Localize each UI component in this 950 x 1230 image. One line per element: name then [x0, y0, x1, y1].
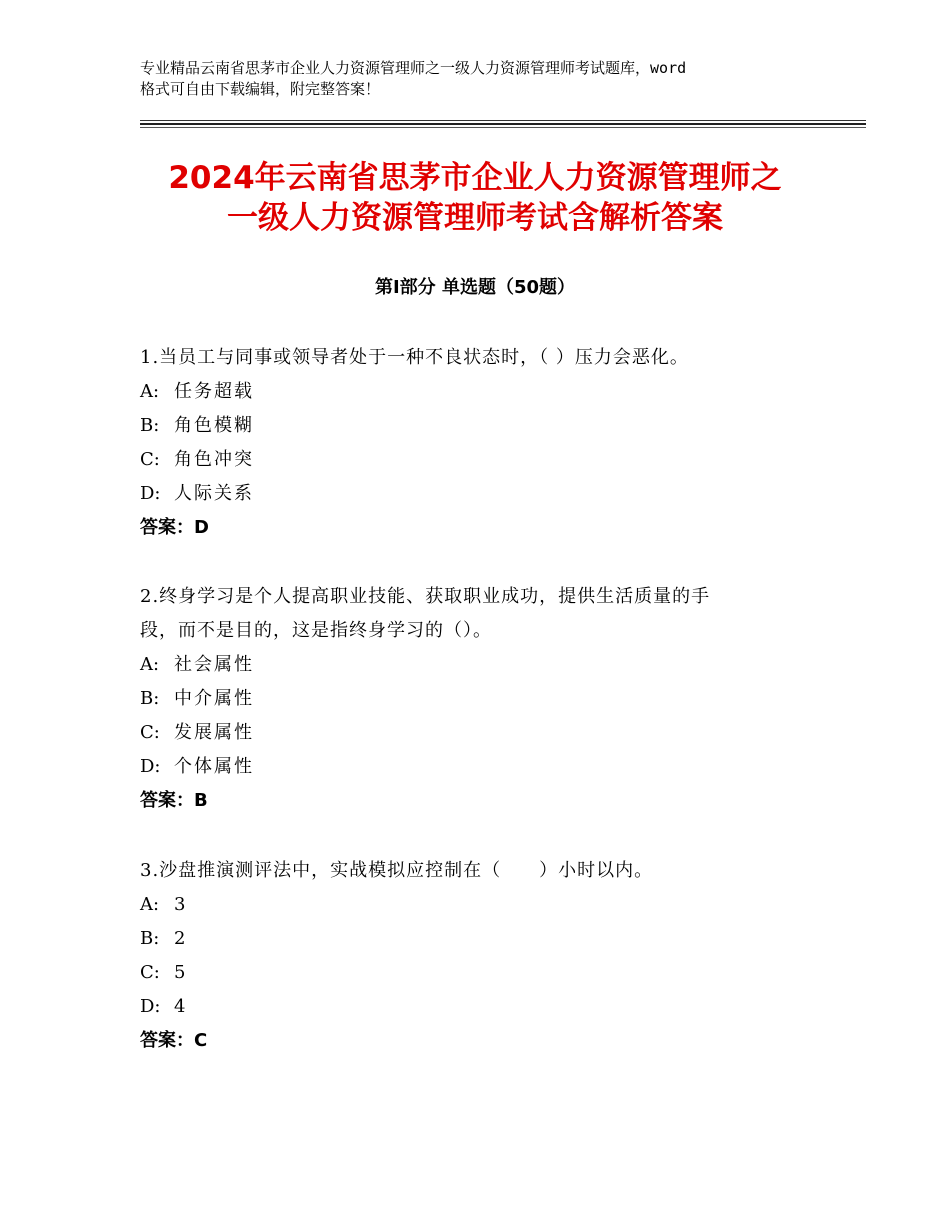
question-stem: [140, 580, 840, 648]
question-stem: [140, 854, 840, 888]
option-letter: D:: [140, 756, 161, 777]
option-letter: B:: [140, 928, 160, 949]
option-d: [140, 477, 840, 511]
option-letter: A:: [140, 894, 160, 915]
option-letter: B:: [140, 688, 160, 709]
option-text: 2: [174, 928, 188, 949]
option-letter: D:: [140, 483, 161, 504]
question-2: [140, 580, 840, 818]
answer-label: 答案：B: [140, 790, 208, 811]
option-a: [140, 888, 840, 922]
option-text: 社会属性: [174, 654, 254, 675]
option-c: [140, 956, 840, 990]
question-stem-line: 2.终身学习是个人提高职业技能、获取职业成功，提供生活质量的手: [140, 586, 711, 607]
header-divider: [140, 127, 866, 128]
option-letter: C:: [140, 962, 160, 983]
header-divider: [140, 123, 866, 125]
header-note-line: 格式可自由下载编辑，附完整答案！: [140, 80, 381, 98]
option-c: [140, 716, 840, 750]
option-text: 3: [174, 894, 188, 915]
option-letter: D:: [140, 996, 161, 1017]
option-letter: C:: [140, 722, 160, 743]
option-text: 人际关系: [174, 483, 254, 504]
answer-label: 答案：C: [140, 1030, 208, 1051]
option-text: 个体属性: [174, 756, 254, 777]
option-b: [140, 409, 840, 443]
option-b: [140, 922, 840, 956]
document-title-line: 一级人力资源管理师考试含解析答案: [227, 200, 723, 236]
header-divider: [140, 120, 866, 121]
document-title-line: 2024年云南省思茅市企业人力资源管理师之: [168, 160, 782, 196]
question-stem-line: 3.沙盘推演测评法中，实战模拟应控制在（ ）小时以内。: [140, 860, 654, 881]
option-a: [140, 375, 840, 409]
option-d: [140, 990, 840, 1024]
option-text: 4: [174, 996, 188, 1017]
option-letter: B:: [140, 415, 160, 436]
option-text: 角色冲突: [174, 449, 254, 470]
option-c: [140, 443, 840, 477]
option-a: [140, 648, 840, 682]
option-text: 5: [174, 962, 188, 983]
option-letter: A:: [140, 381, 160, 402]
section-heading: 第Ⅰ部分 单选题（50题）: [374, 277, 575, 298]
question-3: [140, 854, 840, 1058]
header-note: [140, 58, 830, 100]
option-letter: A:: [140, 654, 160, 675]
option-letter: C:: [140, 449, 160, 470]
question-1: [140, 341, 840, 545]
question-stem-line: 段，而不是目的，这是指终身学习的（）。: [140, 620, 492, 641]
document-title: [100, 158, 850, 238]
option-text: 角色模糊: [174, 415, 254, 436]
option-text: 发展属性: [174, 722, 254, 743]
question-stem-line: 1.当员工与同事或领导者处于一种不良状态时，（ ）压力会恶化。: [140, 347, 689, 368]
option-text: 任务超载: [174, 381, 254, 402]
option-text: 中介属性: [174, 688, 254, 709]
question-stem: [140, 341, 840, 375]
answer-label: 答案：D: [140, 517, 209, 538]
header-note-line: 专业精品云南省思茅市企业人力资源管理师之一级人力资源管理师考试题库，word: [140, 59, 687, 77]
option-d: [140, 750, 840, 784]
option-b: [140, 682, 840, 716]
